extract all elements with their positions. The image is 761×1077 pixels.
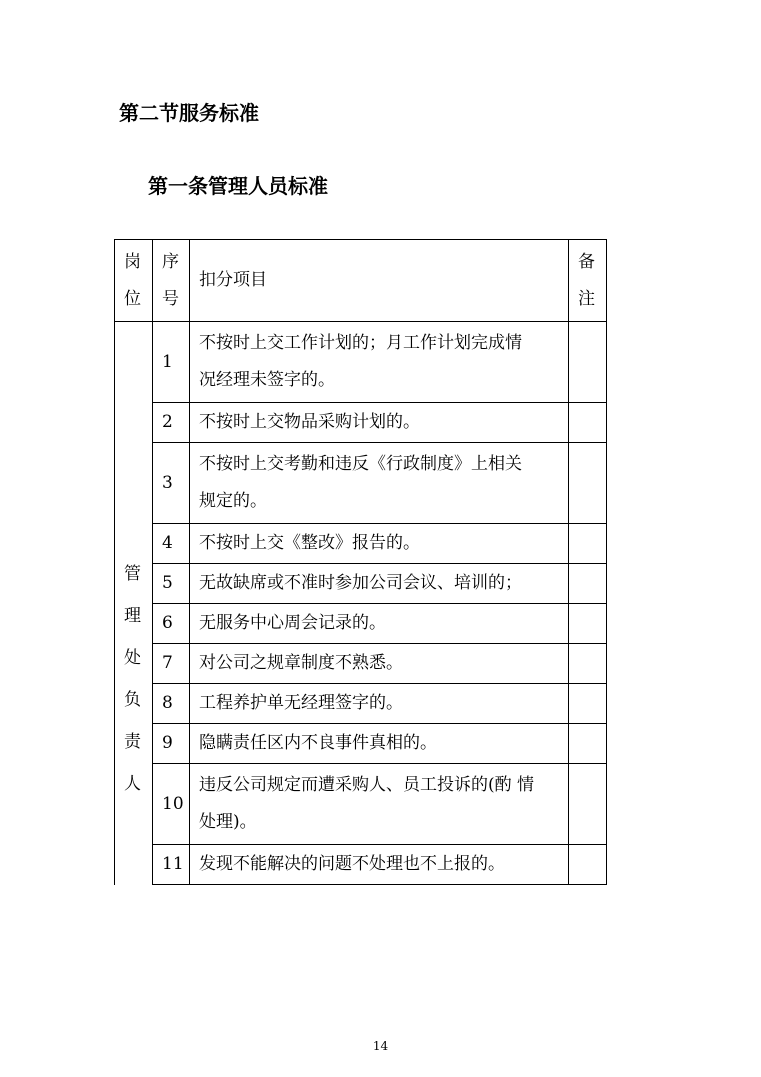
row-seq: 5 [153, 564, 190, 604]
row-item-line: 不按时上交《整改》报告的。 [199, 533, 420, 553]
post-label-char: 责 [124, 732, 141, 753]
row-note [569, 403, 607, 443]
row-seq: 7 [153, 644, 190, 684]
table-row [115, 764, 607, 845]
row-note [569, 443, 607, 524]
row-item [190, 684, 569, 724]
deduction-standards-table [114, 239, 607, 885]
post-label-char: 负 [124, 690, 141, 711]
row-item-line: 无服务中心周会记录的。 [199, 613, 386, 633]
header-note [569, 240, 607, 322]
row-item-line: 况经理未签字的。 [199, 370, 335, 390]
row-item-line: 发现不能解决的问题不处理也不上报的。 [199, 854, 505, 874]
row-note [569, 322, 607, 403]
table-row [115, 724, 607, 764]
row-seq: 2 [153, 403, 190, 443]
row-item-line: 规定的。 [199, 491, 267, 511]
header-post [115, 240, 153, 322]
row-item-line: 工程养护单无经理签字的。 [199, 693, 403, 713]
row-note [569, 764, 607, 845]
row-item-line: 不按时上交工作计划的；月工作计划完成情 [199, 333, 522, 353]
row-item-line: 无故缺席或不准时参加公司会议、培训的； [199, 573, 522, 593]
row-seq: 11 [153, 845, 190, 885]
table-row [115, 845, 607, 885]
row-item-line: 违反公司规定而遭采购人、员工投诉的(酌 情 [199, 775, 535, 795]
row-note [569, 684, 607, 724]
row-item [190, 564, 569, 604]
row-note [569, 604, 607, 644]
header-item: 扣分项目 [190, 240, 569, 322]
row-item-line: 处理)。 [199, 812, 257, 832]
table-row [115, 403, 607, 443]
row-item [190, 403, 569, 443]
row-seq: 9 [153, 724, 190, 764]
row-seq: 8 [153, 684, 190, 724]
row-seq: 10 [153, 764, 190, 845]
row-item [190, 443, 569, 524]
row-note [569, 845, 607, 885]
post-label-cell [115, 322, 153, 885]
row-item [190, 604, 569, 644]
table-row [115, 644, 607, 684]
table-header-row [115, 240, 607, 322]
post-label-char: 管 [124, 564, 141, 585]
section-heading: 第二节服务标准 [119, 101, 259, 125]
row-item [190, 724, 569, 764]
sub-heading: 第一条管理人员标准 [148, 174, 328, 198]
row-note [569, 564, 607, 604]
table-row [115, 564, 607, 604]
header-note-char: 备 [578, 251, 595, 272]
row-seq: 1 [153, 322, 190, 403]
post-label-char: 处 [124, 648, 141, 669]
page-number: 14 [372, 1039, 389, 1053]
row-item [190, 845, 569, 885]
row-item-line: 不按时上交物品采购计划的。 [199, 412, 420, 432]
header-note-char: 注 [578, 288, 595, 309]
header-seq-char: 序 [162, 251, 179, 272]
row-seq: 6 [153, 604, 190, 644]
header-post-char: 位 [124, 288, 141, 309]
row-item [190, 764, 569, 845]
header-seq-char: 号 [162, 288, 179, 309]
row-item-line: 对公司之规章制度不熟悉。 [199, 653, 403, 673]
row-note [569, 644, 607, 684]
row-item [190, 644, 569, 684]
table-row [115, 524, 607, 564]
post-label-char: 理 [124, 606, 141, 627]
row-item [190, 524, 569, 564]
post-label-char: 人 [124, 774, 141, 795]
row-seq: 4 [153, 524, 190, 564]
table-row [115, 322, 607, 403]
row-item-line: 不按时上交考勤和违反《行政制度》上相关 [199, 454, 522, 474]
table-row [115, 684, 607, 724]
row-item-line: 隐瞒责任区内不良事件真相的。 [199, 733, 437, 753]
row-item [190, 322, 569, 403]
row-note [569, 524, 607, 564]
header-seq [153, 240, 190, 322]
header-post-char: 岗 [124, 251, 141, 272]
table-row [115, 443, 607, 524]
row-note [569, 724, 607, 764]
table-row [115, 604, 607, 644]
row-seq: 3 [153, 443, 190, 524]
